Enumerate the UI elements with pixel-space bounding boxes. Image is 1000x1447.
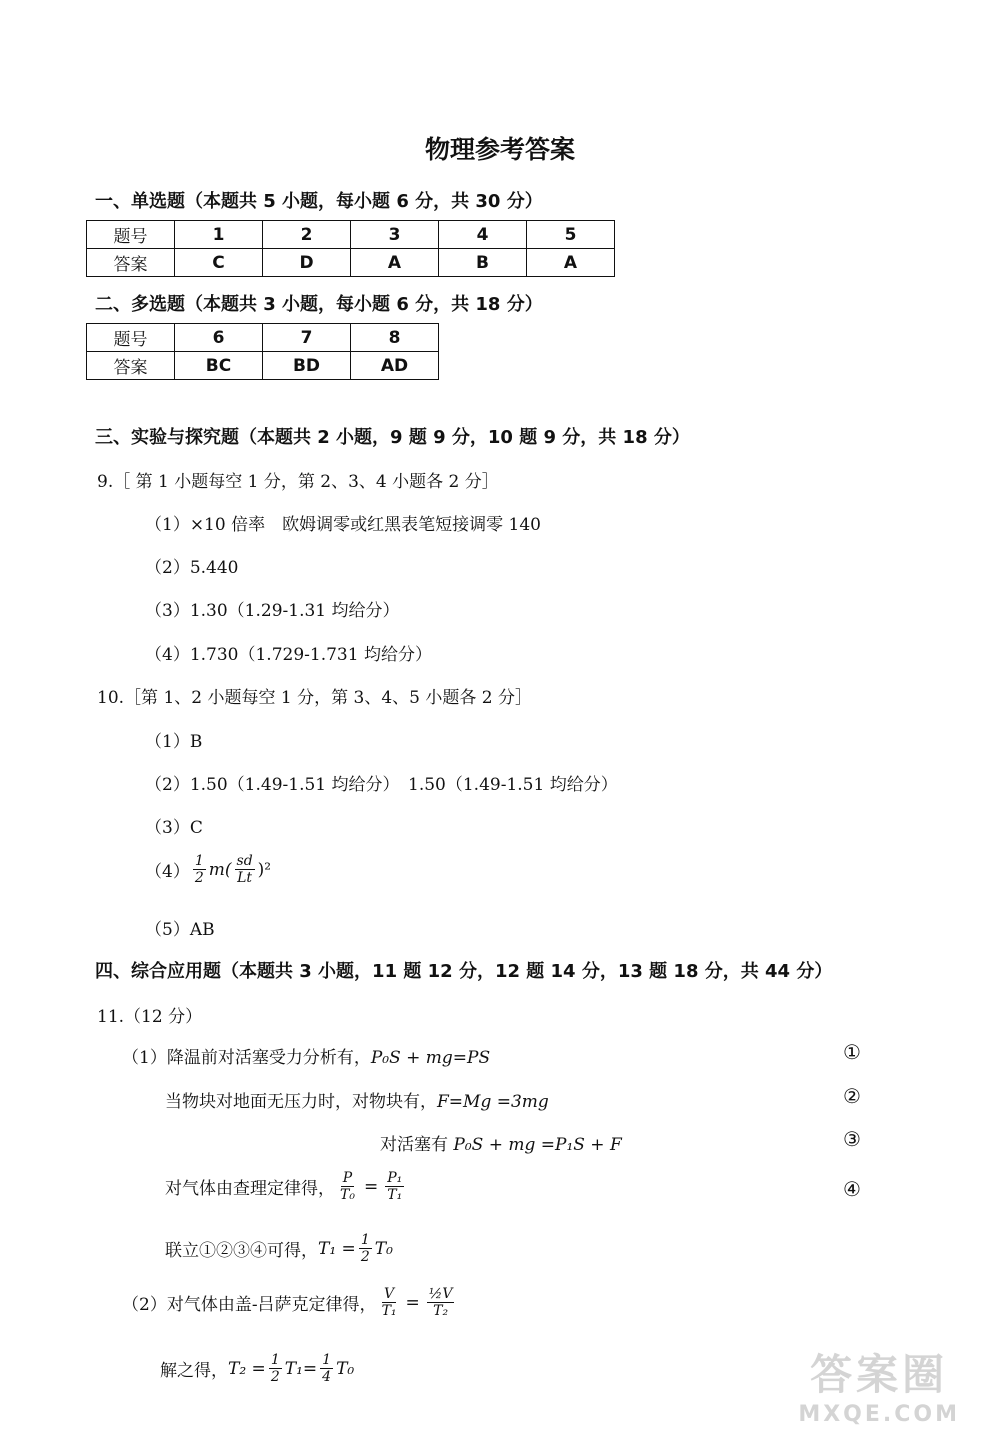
q10-line: （3）C (145, 818, 203, 838)
q11-line: 对活塞有 P₀S + mg =P₁S + F (380, 1135, 622, 1155)
table-cell: 8 (351, 324, 439, 352)
table-label-cell: 答案 (87, 352, 175, 380)
fraction: $\frac{1}{2}$ (270, 1352, 280, 1385)
table-cell: 7 (263, 324, 351, 352)
q10-4-label: （4） (145, 862, 190, 882)
q9-header: 9.［ 第 1 小题每空 1 分，第 2、3、4 小题各 2 分］ (97, 472, 499, 492)
table-cell: A (351, 249, 439, 277)
section3-heading: 三、实验与探究题（本题共 2 小题，9 题 9 分，10 题 9 分，共 18 分） (95, 427, 690, 448)
table-label-cell: 题号 (87, 324, 175, 352)
q11-line-formula: 对气体由查理定律得， $\frac{P}{\text{T₀}}$ = $\frac{\text{P₁}}{\text{T₁}}$ (165, 1170, 403, 1203)
q11-line: 当物块对地面无压力时，对物块有，F=Mg =3mg (165, 1092, 549, 1112)
equation-mark: ③ (843, 1127, 861, 1151)
table-label-cell: 题号 (87, 221, 175, 249)
table-cell: 1 (175, 221, 263, 249)
watermark-logo: 答案圈 MXQE.COM (798, 1350, 960, 1427)
fraction: $\frac{1}{2}$ (360, 1232, 370, 1265)
fraction: $\frac{\text{P₁}}{\text{T₁}}$ (387, 1170, 403, 1203)
fraction: $\frac{V}{\text{T₁}}$ (381, 1286, 397, 1319)
table-row (87, 249, 615, 277)
equation-mark: ② (843, 1084, 861, 1108)
q9-line: （2）5.440 (145, 558, 239, 578)
table-cell: B (439, 249, 527, 277)
section1-answer-table (86, 220, 615, 277)
table-cell: 4 (439, 221, 527, 249)
q11-line-formula: （2）对气体由盖-吕萨克定律得， $\frac{V}{\text{T₁}}$ = $\frac{\text{½V}}{\text{T₂}}$ (122, 1286, 453, 1319)
table-cell: 6 (175, 324, 263, 352)
q10-line-formula (145, 853, 271, 886)
table-cell: C (175, 249, 263, 277)
q11-line-formula: 联立①②③④可得， T₁ = $\frac{1}{2}$ T₀ (165, 1232, 393, 1265)
table-cell: BC (175, 352, 263, 380)
q9-line: （4）1.730（1.729-1.731 均给分） (145, 645, 432, 665)
table-cell: 3 (351, 221, 439, 249)
q9-line: （1）×10 倍率 欧姆调零或红黑表笔短接调零 140 (145, 515, 541, 535)
q9-line: （3）1.30（1.29-1.31 均给分） (145, 601, 400, 621)
fraction: $\frac{P}{\text{T₀}}$ (340, 1170, 355, 1203)
fraction: $\frac{\text{½V}}{\text{T₂}}$ (428, 1286, 453, 1319)
q10-line: （2）1.50（1.49-1.51 均给分） 1.50（1.49-1.51 均给分） (145, 775, 618, 795)
q10-header: 10.［第 1、2 小题每空 1 分，第 3、4、5 小题各 2 分］ (97, 688, 532, 708)
table-row (87, 221, 615, 249)
section4-heading: 四、综合应用题（本题共 3 小题，11 题 12 分，12 题 14 分，13 题 18 分，共 44 分） (95, 961, 833, 982)
table-label-cell: 答案 (87, 249, 175, 277)
table-cell: AD (351, 352, 439, 380)
section1-heading: 一、单选题（本题共 5 小题，每小题 6 分，共 30 分） (95, 191, 543, 212)
equation-mark: ① (843, 1040, 861, 1064)
fraction: $\frac{1}{4}$ (322, 1352, 332, 1385)
table-row (87, 352, 439, 380)
formula-close: )² (257, 859, 272, 880)
table-cell: 2 (263, 221, 351, 249)
q10-line: （1）B (145, 732, 203, 752)
q11-line-formula: 解之得， T₂ = $\frac{1}{2}$ T₁= $\frac{1}{4}$ T₀ (160, 1352, 355, 1385)
sd-fraction: $\frac{sd}{Lt}$ (236, 853, 253, 886)
section2-heading: 二、多选题（本题共 3 小题，每小题 6 分，共 18 分） (95, 294, 543, 315)
section2-answer-table (86, 323, 439, 380)
half-fraction: $\frac{1}{2}$ (194, 853, 204, 886)
table-cell: BD (263, 352, 351, 380)
equation-mark: ④ (843, 1177, 861, 1201)
table-cell: 5 (527, 221, 615, 249)
q11-header: 11.（12 分） (97, 1007, 203, 1027)
table-cell: D (263, 249, 351, 277)
q10-line: （5）AB (145, 920, 215, 940)
table-row (87, 324, 439, 352)
page-title: 物理参考答案 (424, 135, 575, 164)
table-cell: A (527, 249, 615, 277)
formula-m: m( (208, 859, 232, 880)
q11-line: （1）降温前对活塞受力分析有，P₀S + mg=PS (122, 1048, 491, 1068)
